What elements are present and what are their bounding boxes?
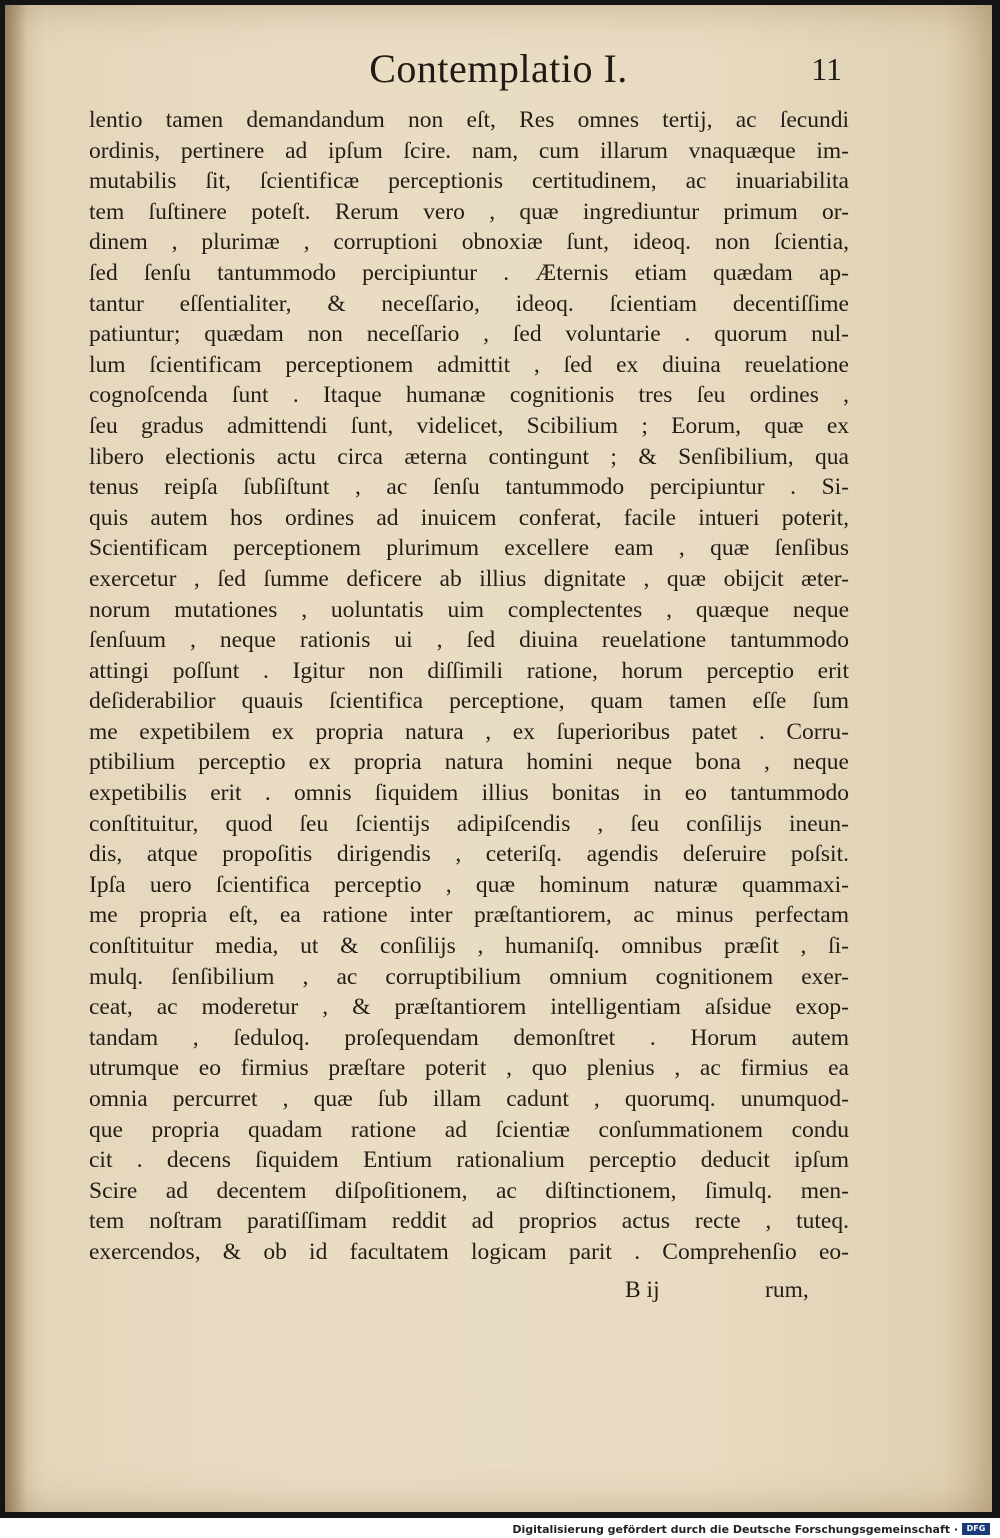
text-line: ſeu gradus admittendi ſunt, videlicet, Scibilium ; Eorum, quæ ex (89, 412, 849, 439)
running-head (5, 45, 992, 95)
text-line: utrumque eo firmius præſtare poterit , quo plenius , ac firmius ea (89, 1055, 849, 1082)
text-line: mutabilis ſit, ſcientificæ perceptionis certitudinem, ac inuariabilita (89, 168, 849, 195)
text-line: que propria quadam ratione ad ſcientiæ conſummationem condu (89, 1116, 849, 1143)
text-line: dis, atque propoſitis dirigendis , ceteriſq. agendis deſeruire poſsit. (89, 841, 849, 868)
text-line: tenus reipſa ſubſiſtunt , ac ſenſu tantummodo percipiuntur . Si- (89, 474, 849, 501)
text-line: Scientificam perceptionem plurimum excellere eam , quæ ſenſibus (89, 535, 849, 562)
text-line: lum ſcientificam perceptionem admittit , ſed ex diuina reuelatione (89, 351, 849, 378)
text-line: norum mutationes , uoluntatis uim complectentes , quæque neque (89, 596, 849, 623)
text-line: dinem , plurimæ , corruptioni obnoxiæ ſunt, ideoq. non ſcientia, (89, 229, 849, 256)
digitization-credit (512, 1521, 990, 1537)
text-line: patiuntur; quædam non neceſſario , ſed voluntarie . quorum nul- (89, 321, 849, 348)
text-line: ptibilium perceptio ex propria natura homini neque bona , neque (89, 749, 849, 776)
text-line: deſiderabilior quauis ſcientifica perceptione, quam tamen eſſe ſum (89, 688, 849, 715)
dfg-logo-icon: DFG (962, 1523, 990, 1535)
text-line: ceat, ac moderetur , & præſtantiorem intelligentiam aſsidue exop- (89, 994, 849, 1021)
text-line: attingi poſſunt . Igitur non diſſimili ratione, horum perceptio erit (89, 657, 849, 684)
text-line: omnia percurret , quæ ſub illam cadunt , quorumq. unumquod- (89, 1086, 849, 1112)
credit-text: Digitalisierung gefördert durch die Deutsche Forschungsgemeinschaft · (512, 1522, 958, 1536)
text-line: ordinis, pertinere ad ipſum ſcire. nam, cum illarum vnaquæque im- (89, 137, 849, 164)
text-line: expetibilis erit . omnis ſiquidem illius bonitas in eo tantummodo (89, 780, 849, 807)
text-line: me propria eſt, ea ratione inter præſtantiorem, ac minus perfectam (89, 902, 849, 929)
text-line: lentio tamen demandandum non eſt, Res omnes tertij, ac ſecundi (89, 107, 849, 133)
catchword: rum, (765, 1277, 809, 1303)
text-line: tandam , ſeduloq. proſequendam demonſtret . Horum autem (89, 1024, 849, 1051)
text-line: exercetur , ſed ſumme deficere ab illius dignitate , quæ obijcit æter- (89, 565, 849, 592)
text-line: mulq. ſenſibilium , ac corruptibilium omnium cognitionem exer- (89, 963, 849, 990)
page-title: Contemplatio I. (369, 46, 628, 91)
text-line: ſed ſenſu tantummodo percipiuntur . Æternis etiam quædam ap- (89, 259, 849, 286)
text-line: cit . decens ſiquidem Entium rationalium perceptio deducit ipſum (89, 1147, 849, 1174)
text-line: cognoſcenda ſunt . Itaque humanæ cognitionis tres ſeu ordines , (89, 382, 849, 409)
page-number: 11 (811, 51, 842, 87)
text-line: quis autem hos ordines ad inuicem conferat, facile intueri poterit, (89, 504, 849, 531)
text-line: exercendos, & ob id facultatem logicam parit . Comprehenſio eo- (89, 1238, 849, 1265)
text-line: ſenſuum , neque rationis ui , ſed diuina reuelatione tantummodo (89, 627, 849, 654)
text-line: me expetibilem ex propria natura , ex ſuperioribus patet . Corru- (89, 718, 849, 745)
text-line: Scire ad decentem diſpoſitionem, ac diſtinctionem, ſimulq. men- (89, 1177, 849, 1204)
text-line: tem noſtram paratiſſimam reddit ad proprios actus recte , tuteq. (89, 1208, 849, 1235)
catch-line (5, 1277, 992, 1309)
text-line: tem ſuſtinere poteſt. Rerum vero , quæ ingrediuntur primum or- (89, 198, 849, 225)
book-page (5, 5, 992, 1512)
text-line: conſtituitur, quod ſeu ſcientijs adipiſcendis , ſeu conſilijs ineun- (89, 810, 849, 837)
text-line: libero electionis actu circa æterna contingunt ; & Senſibilium, qua (89, 443, 849, 470)
main-text (89, 105, 849, 1268)
signature-mark: B ij (625, 1277, 660, 1303)
text-line: conſtituitur media, ut & conſilijs , humaniſq. omnibus præſit , ſi- (89, 933, 849, 960)
text-line: Ipſa uero ſcientifica perceptio , quæ hominum naturæ quammaxi- (89, 871, 849, 898)
text-line: tantur eſſentialiter, & neceſſario, ideoq. ſcientiam decentiſſime (89, 290, 849, 317)
